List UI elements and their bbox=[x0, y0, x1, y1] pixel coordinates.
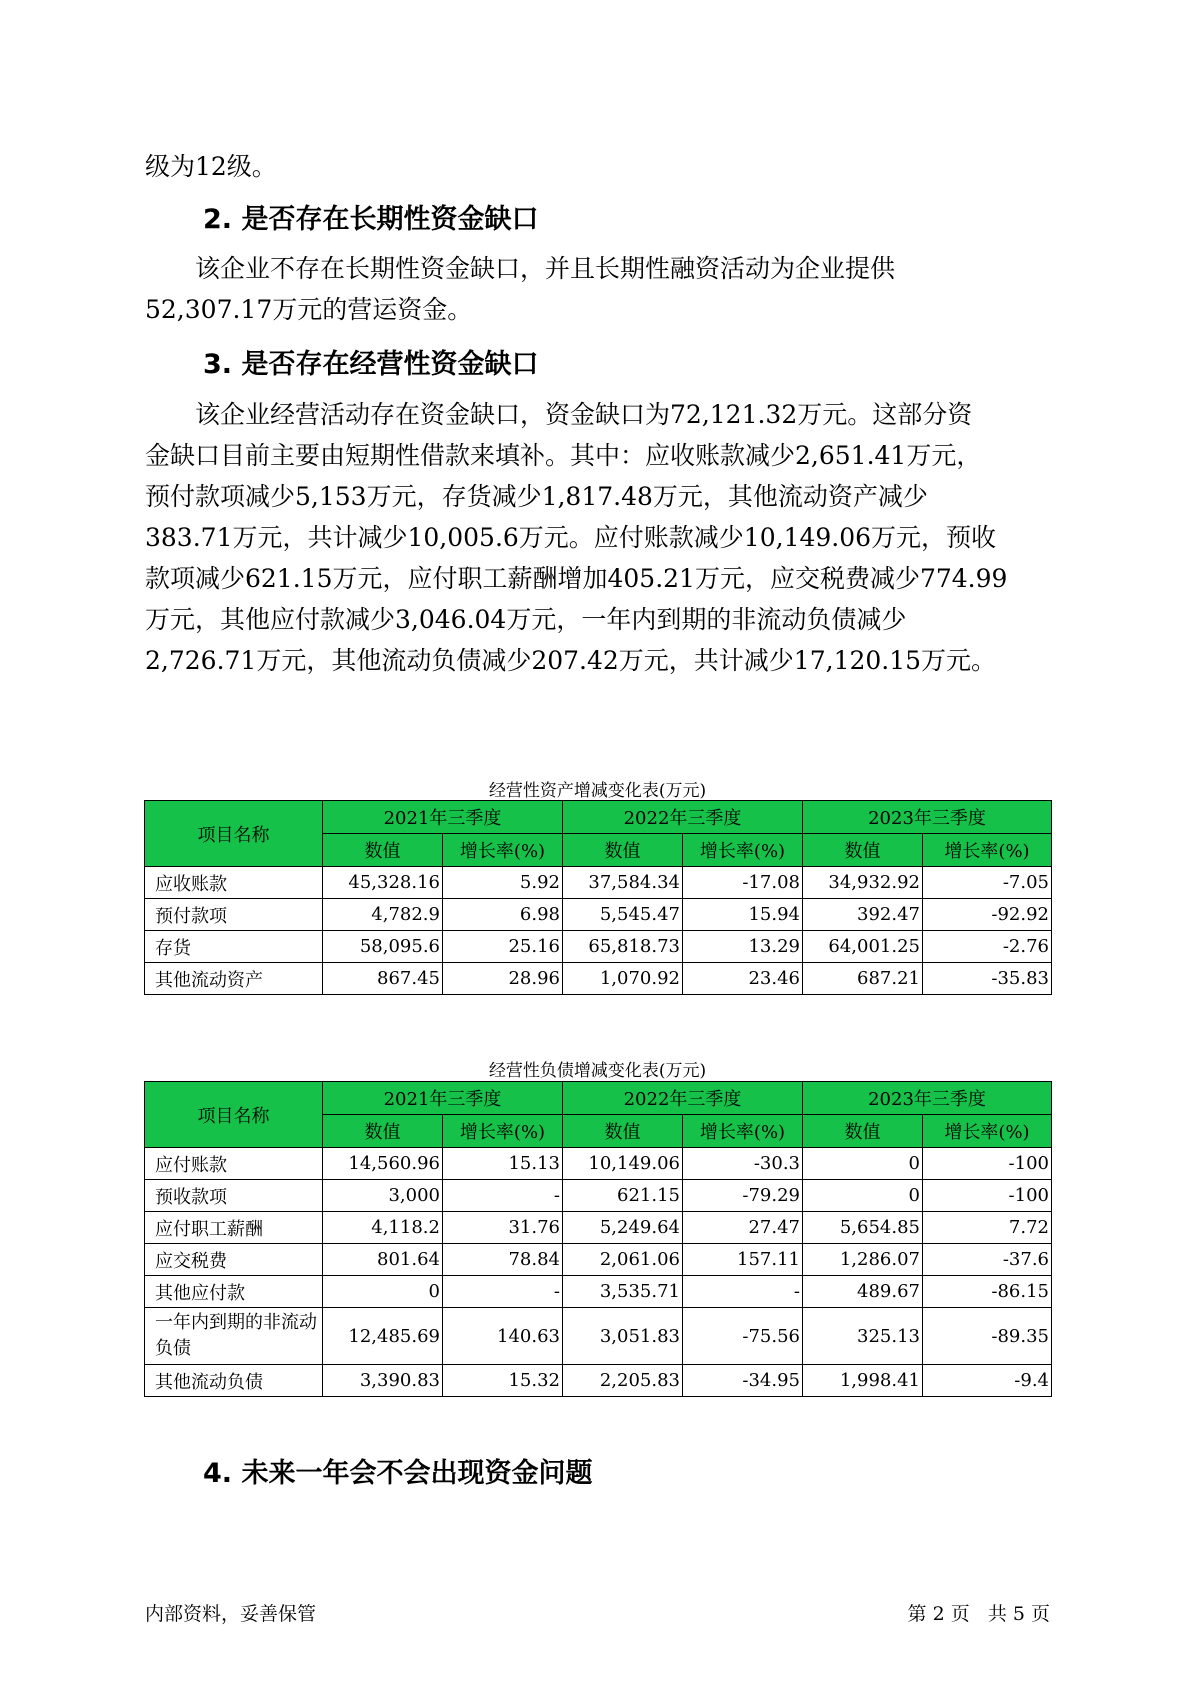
cell-growth: 157.11 bbox=[683, 1244, 803, 1276]
header-growth: 增长率(%) bbox=[683, 834, 803, 867]
cell-value: 0 bbox=[803, 1148, 923, 1180]
header-growth: 增长率(%) bbox=[923, 834, 1052, 867]
header-period: 2023年三季度 bbox=[803, 801, 1052, 834]
cell-value: 34,932.92 bbox=[803, 867, 923, 899]
table-row bbox=[145, 963, 1052, 995]
row-name: 应付账款 bbox=[145, 1148, 323, 1180]
cell-value: 4,118.2 bbox=[323, 1212, 443, 1244]
table-row bbox=[145, 1180, 1052, 1212]
header-value: 数值 bbox=[563, 834, 683, 867]
section3-line: 383.71万元，共计减少10,005.6万元。应付账款减少10,149.06万元，预收 bbox=[145, 523, 997, 552]
cell-value: 5,249.64 bbox=[563, 1212, 683, 1244]
row-name: 其他流动负债 bbox=[145, 1365, 323, 1397]
cell-value: 801.64 bbox=[323, 1244, 443, 1276]
cell-value: 0 bbox=[323, 1276, 443, 1308]
cell-growth: -86.15 bbox=[923, 1276, 1052, 1308]
section2-line: 该企业不存在长期性资金缺口，并且长期性融资活动为企业提供 bbox=[195, 254, 896, 283]
cell-value: 3,535.71 bbox=[563, 1276, 683, 1308]
cell-value: 0 bbox=[803, 1180, 923, 1212]
cell-growth: -9.4 bbox=[923, 1365, 1052, 1397]
section3-line: 该企业经营活动存在资金缺口，资金缺口为72,121.32万元。这部分资 bbox=[195, 400, 973, 429]
cell-growth: - bbox=[443, 1276, 563, 1308]
cell-growth: - bbox=[683, 1276, 803, 1308]
cell-value: 325.13 bbox=[803, 1308, 923, 1365]
section3-paragraph bbox=[145, 394, 1050, 681]
table-row bbox=[145, 1148, 1052, 1180]
header-growth: 增长率(%) bbox=[683, 1115, 803, 1148]
cell-growth: -75.56 bbox=[683, 1308, 803, 1365]
cell-growth: - bbox=[443, 1180, 563, 1212]
section3-line: 2,726.71万元，其他流动负债减少207.42万元，共计减少17,120.15万元。 bbox=[145, 646, 997, 675]
cell-growth: 13.29 bbox=[683, 931, 803, 963]
table-row bbox=[145, 931, 1052, 963]
header-growth: 增长率(%) bbox=[923, 1115, 1052, 1148]
cell-growth: -37.6 bbox=[923, 1244, 1052, 1276]
cell-value: 489.67 bbox=[803, 1276, 923, 1308]
cell-growth: 15.13 bbox=[443, 1148, 563, 1180]
cell-growth: 15.94 bbox=[683, 899, 803, 931]
header-value: 数值 bbox=[803, 1115, 923, 1148]
row-name: 其他应付款 bbox=[145, 1276, 323, 1308]
cell-growth: 23.46 bbox=[683, 963, 803, 995]
cell-value: 37,584.34 bbox=[563, 867, 683, 899]
cell-value: 2,061.06 bbox=[563, 1244, 683, 1276]
cell-value: 5,545.47 bbox=[563, 899, 683, 931]
cell-value: 1,070.92 bbox=[563, 963, 683, 995]
header-period: 2021年三季度 bbox=[323, 1082, 563, 1115]
table-row bbox=[145, 1365, 1052, 1397]
cell-growth: -35.83 bbox=[923, 963, 1052, 995]
cell-growth: -30.3 bbox=[683, 1148, 803, 1180]
row-name: 其他流动资产 bbox=[145, 963, 323, 995]
header-item-name: 项目名称 bbox=[145, 1082, 323, 1148]
section3-line: 金缺口目前主要由短期性借款来填补。其中：应收账款减少2,651.41万元， bbox=[145, 441, 982, 470]
header-period: 2023年三季度 bbox=[803, 1082, 1052, 1115]
cell-value: 10,149.06 bbox=[563, 1148, 683, 1180]
header-value: 数值 bbox=[803, 834, 923, 867]
footer-page-number: 第 2 页 共 5 页 bbox=[907, 1603, 1050, 1625]
table-row bbox=[145, 867, 1052, 899]
cell-value: 2,205.83 bbox=[563, 1365, 683, 1397]
cell-growth: -34.95 bbox=[683, 1365, 803, 1397]
cell-growth: -2.76 bbox=[923, 931, 1052, 963]
assets-table bbox=[144, 800, 1052, 995]
section3-line: 预付款项减少5,153万元，存货减少1,817.48万元，其他流动资产减少 bbox=[145, 482, 928, 511]
table-row bbox=[145, 1308, 1052, 1365]
cell-growth: 7.72 bbox=[923, 1212, 1052, 1244]
cell-growth: 27.47 bbox=[683, 1212, 803, 1244]
assets-table-caption: 经营性资产增减变化表(万元) bbox=[488, 781, 707, 801]
section2-line: 52,307.17万元的营运资金。 bbox=[145, 295, 473, 324]
cell-growth: -100 bbox=[923, 1180, 1052, 1212]
header-growth: 增长率(%) bbox=[443, 1115, 563, 1148]
liabilities-table-caption: 经营性负债增减变化表(万元) bbox=[488, 1061, 707, 1081]
cell-growth: 25.16 bbox=[443, 931, 563, 963]
cell-growth: 78.84 bbox=[443, 1244, 563, 1276]
row-name: 预收款项 bbox=[145, 1180, 323, 1212]
section2-paragraph bbox=[145, 248, 1050, 330]
cell-growth: -92.92 bbox=[923, 899, 1052, 931]
cell-growth: -17.08 bbox=[683, 867, 803, 899]
cell-value: 1,286.07 bbox=[803, 1244, 923, 1276]
header-value: 数值 bbox=[323, 1115, 443, 1148]
cell-value: 3,000 bbox=[323, 1180, 443, 1212]
cell-growth: 15.32 bbox=[443, 1365, 563, 1397]
cell-growth: -79.29 bbox=[683, 1180, 803, 1212]
cell-growth: 140.63 bbox=[443, 1308, 563, 1365]
header-period: 2022年三季度 bbox=[563, 1082, 803, 1115]
cell-growth: -89.35 bbox=[923, 1308, 1052, 1365]
row-name: 存货 bbox=[145, 931, 323, 963]
row-name: 预付款项 bbox=[145, 899, 323, 931]
cell-growth: -7.05 bbox=[923, 867, 1052, 899]
cell-value: 1,998.41 bbox=[803, 1365, 923, 1397]
cell-value: 65,818.73 bbox=[563, 931, 683, 963]
cell-value: 4,782.9 bbox=[323, 899, 443, 931]
section3-line: 万元，其他应付款减少3,046.04万元，一年内到期的非流动负债减少 bbox=[145, 605, 907, 634]
header-period: 2021年三季度 bbox=[323, 801, 563, 834]
table-row bbox=[145, 1244, 1052, 1276]
section2-heading: 2. 是否存在长期性资金缺口 bbox=[203, 204, 539, 235]
row-name: 一年内到期的非流动负债 bbox=[145, 1308, 323, 1365]
cell-value: 867.45 bbox=[323, 963, 443, 995]
table-row bbox=[145, 1212, 1052, 1244]
cell-value: 3,390.83 bbox=[323, 1365, 443, 1397]
cell-growth: 5.92 bbox=[443, 867, 563, 899]
section4-heading: 4. 未来一年会不会出现资金问题 bbox=[203, 1458, 593, 1489]
header-item-name: 项目名称 bbox=[145, 801, 323, 867]
cell-value: 5,654.85 bbox=[803, 1212, 923, 1244]
row-name: 应收账款 bbox=[145, 867, 323, 899]
cell-value: 58,095.6 bbox=[323, 931, 443, 963]
cell-growth: -100 bbox=[923, 1148, 1052, 1180]
intro-paragraph bbox=[145, 146, 1050, 187]
liabilities-table bbox=[144, 1081, 1052, 1397]
cell-value: 687.21 bbox=[803, 963, 923, 995]
cell-value: 12,485.69 bbox=[323, 1308, 443, 1365]
footer-left: 内部资料，妥善保管 bbox=[145, 1603, 317, 1625]
cell-value: 45,328.16 bbox=[323, 867, 443, 899]
header-value: 数值 bbox=[323, 834, 443, 867]
cell-growth: 6.98 bbox=[443, 899, 563, 931]
header-growth: 增长率(%) bbox=[443, 834, 563, 867]
section3-heading: 3. 是否存在经营性资金缺口 bbox=[203, 349, 539, 380]
table-row bbox=[145, 899, 1052, 931]
row-name: 应付职工薪酬 bbox=[145, 1212, 323, 1244]
header-value: 数值 bbox=[563, 1115, 683, 1148]
header-period: 2022年三季度 bbox=[563, 801, 803, 834]
cell-value: 14,560.96 bbox=[323, 1148, 443, 1180]
table-row bbox=[145, 1276, 1052, 1308]
cell-value: 392.47 bbox=[803, 899, 923, 931]
cell-value: 621.15 bbox=[563, 1180, 683, 1212]
section3-line: 款项减少621.15万元，应付职工薪酬增加405.21万元，应交税费减少774.99 bbox=[145, 564, 1008, 593]
cell-value: 3,051.83 bbox=[563, 1308, 683, 1365]
cell-growth: 31.76 bbox=[443, 1212, 563, 1244]
row-name: 应交税费 bbox=[145, 1244, 323, 1276]
cell-growth: 28.96 bbox=[443, 963, 563, 995]
cell-value: 64,001.25 bbox=[803, 931, 923, 963]
intro-line: 级为12级。 bbox=[145, 152, 277, 181]
